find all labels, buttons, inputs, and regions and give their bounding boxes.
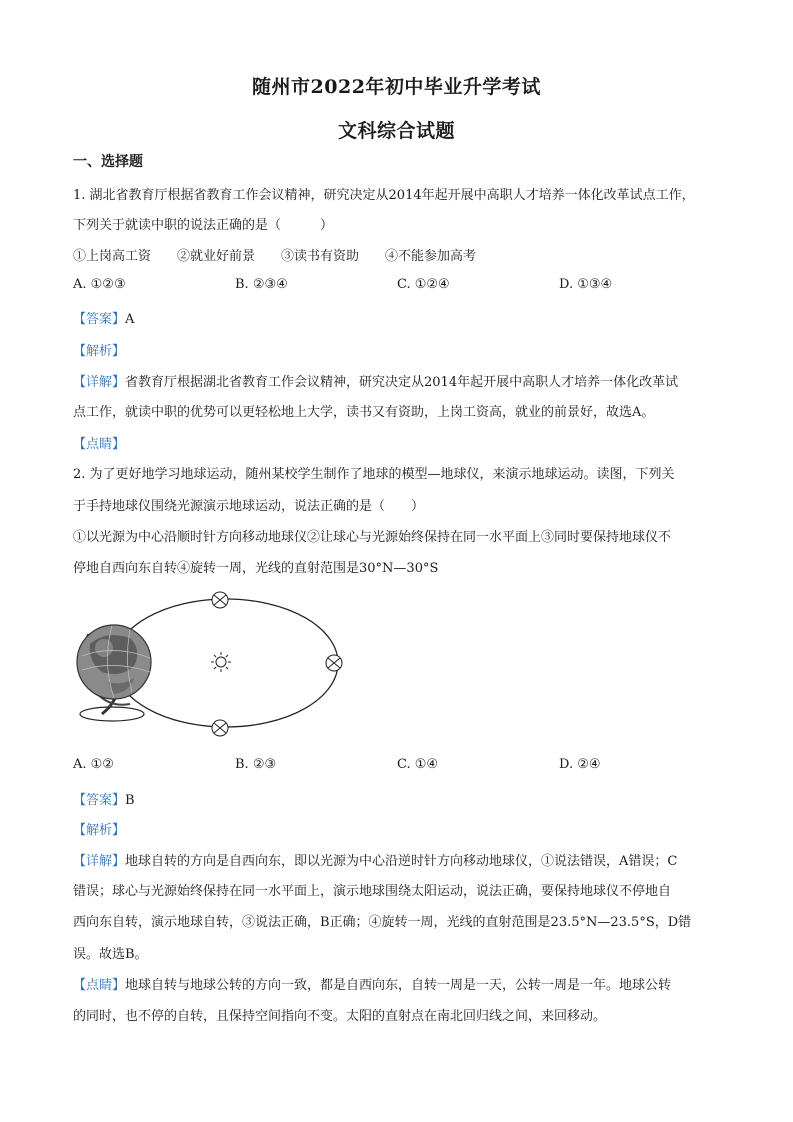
q2-comment-line-1 (73, 974, 671, 993)
detail-tag: 【详解】 (73, 854, 126, 869)
page-title: 随州市2022年初中毕业升学考试 (252, 76, 541, 98)
q2-analysis (73, 819, 125, 838)
q2-stem-line-3: ①以光源为中心沿顺时针方向移动地球仪②让球心与光源始终保持在同一水平面上③同时要保持地球仪不 (73, 530, 672, 545)
q2-option-d: D. ②④ (559, 757, 601, 772)
detail-text: 地球自转的方向是自西向东，即以光源为中心沿逆时针方向移动地球仪，①说法错误，A错误；C (125, 854, 678, 869)
answer-tag: 【答案】 (73, 312, 126, 327)
q2-answer (73, 789, 135, 808)
q1-detail-line-1 (73, 371, 678, 390)
q2-option-b: B. ②③ (235, 757, 277, 772)
section-heading: 一、选择题 (73, 154, 143, 170)
q1-analysis (73, 340, 125, 359)
comment-text: 地球自转与地球公转的方向一致，都是自西向东，自转一周是一天，公转一周是一年。地球公转 (125, 978, 672, 993)
q2-comment-line-2: 的同时，也不停的自转，且保持空间指向不变。太阳的直射点在南北回归线之间，来回移动。 (73, 1009, 607, 1024)
q1-option-c: C. ①②④ (397, 277, 450, 292)
earth-marker-right (326, 655, 342, 671)
q2-option-c: C. ①④ (397, 757, 439, 772)
q1-items: ①上岗高工资 ②就业好前景 ③读书有资助 ④不能参加高考 (73, 249, 477, 264)
q2-stem-line-4: 停地自西向东自转④旋转一周，光线的直射范围是30°N—30°S (73, 561, 439, 576)
q1-option-d: D. ①③④ (559, 277, 613, 292)
answer-value: A (125, 312, 135, 327)
globe-model (77, 625, 151, 721)
earth-marker-top (212, 592, 228, 608)
q1-stem-line-1: 1. 湖北省教育厅根据省教育工作会议精神，研究决定从2014年起开展中高职人才培养一体化改革试点工作， (73, 188, 695, 203)
comment-tag: 【点睛】 (73, 437, 126, 452)
q1-comment (73, 433, 125, 452)
q1-stem-line-2: 下列关于就读中职的说法正确的是（ ） (73, 218, 334, 233)
answer-tag: 【答案】 (73, 793, 126, 808)
q2-detail-line-1 (73, 850, 677, 869)
earth-marker-bottom (212, 720, 228, 736)
q2-detail-line-2: 错误；球心与光源始终保持在同一水平面上，演示地球围绕太阳运动，说法正确，要保持地球仪不停地自 (73, 884, 672, 899)
detail-text: 省教育厅根据湖北省教育工作会议精神，研究决定从2014年起开展中高职人才培养一体化改革试 (125, 375, 679, 390)
answer-value: B (125, 793, 135, 808)
q2-detail-line-3: 西向东自转，演示地球自转，③说法正确，B正确；④旋转一周，光线的直射范围是23.5°N—23.5°S，D错 (73, 915, 692, 930)
comment-tag: 【点睛】 (73, 978, 126, 993)
analysis-tag: 【解析】 (73, 823, 126, 838)
q2-stem-line-2: 于手持地球仪围绕光源演示地球运动，说法正确的是（ ） (73, 499, 425, 514)
q1-detail-line-2: 点工作，就读中职的优势可以更轻松地上大学，读书又有资助，上岗工资高，就业的前景好，故选A。 (73, 405, 655, 420)
q2-detail-line-4: 误。故选B。 (73, 947, 148, 962)
analysis-tag: 【解析】 (73, 344, 126, 359)
detail-tag: 【详解】 (73, 375, 126, 390)
q1-option-b: B. ②③④ (235, 277, 288, 292)
page-subtitle: 文科综合试题 (337, 120, 455, 142)
q1-option-a: A. ①②③ (73, 277, 126, 292)
earth-orbit-figure (72, 586, 362, 746)
q1-answer (73, 308, 134, 327)
q2-stem-line-1: 2. 为了更好地学习地球运动，随州某校学生制作了地球的模型—地球仪，来演示地球运动。读图，下列关 (73, 467, 675, 482)
q2-option-a: A. ①② (73, 757, 114, 772)
light-bulb-icon (211, 652, 231, 672)
